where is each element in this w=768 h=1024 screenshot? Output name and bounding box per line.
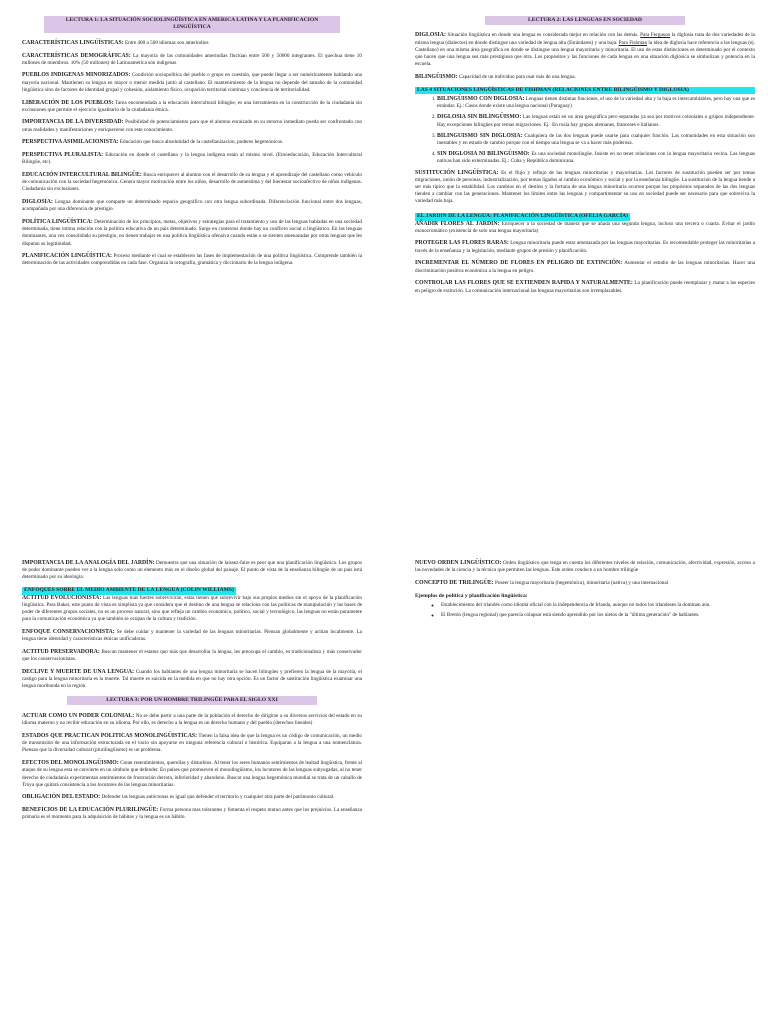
definition-term: PLANIFICACIÓN LINGÜÍSTICA: xyxy=(22,253,112,260)
definition-entry xyxy=(437,114,755,128)
definition-entry xyxy=(415,221,755,235)
williams-entries xyxy=(22,595,362,691)
definition-text: Condición sociopolítica del pueblo o grupo en cuestión, que puede llegar a ser numéricamente hablando una mayoría nacional. Mantienen su lengua en mayor o menor medida junto al castellano. El mantenimiento de la lengua no depende del tamaño de la comunidad lingüística sino de factores de identidad grupal y cohesión, aislamiento físico, ocupación territorial continua y conciencia de territorialidad. xyxy=(22,72,362,93)
definition-term: LIBERACIÓN DE LOS PUEBLOS: xyxy=(22,99,114,106)
definition-term: ACTITUD PRESERVADORA: xyxy=(22,648,100,655)
definition-text: Busca enriquecer al alumno con el desarrollo de su lengua y el aprendizaje del castellano como vehículo de comunicación con la sociedad hegemónica. Genera mayor motivación entre los niños, desarrollo de autoestima y del bienestar socioafectivo de niños indígenas. Ciudadanía sin exclusiones. xyxy=(22,171,362,193)
definition-term: DIGLOSIA: xyxy=(22,199,53,206)
definition-text: La mayoría de las comunidades amerindias fluctúan entre 500 y 50000 integrantes. El quechua tiene 10 millones de miembros. 10% (50 millones) de Latinoamérica son indígenas xyxy=(22,52,362,66)
definition-entry xyxy=(22,139,362,146)
definition-text: Posibilidad de potenciamiento para que el alumno enraizado en su entorno inmediato pueda ser confrontado con otras realidades y manifestaciones y enriquecerse con este conocimiento. xyxy=(22,119,362,133)
definition-term: ACTITUD EVOLUCIONISTA: xyxy=(22,594,102,601)
definition-text: Lengua dominante que comparte un determinado espacio geográfico con otra lengua subordinada. Diferenciación funcional entre dos lenguas, acompañada por una diferencia de prestigio. xyxy=(22,199,362,213)
definition-text: Se debe cuidar y mantener la variedad de las lenguas minoritarias. Piensan globalmente y actúan localmente. La lengua tiene identidad y características étnicas unificadoras. xyxy=(22,628,362,643)
definition-text: Aumentar el estudio de las lenguas minoritarias. Hacer una discriminación positiva económica a la lengua en peligro. xyxy=(415,260,755,274)
definition-entry xyxy=(437,96,755,110)
definition-text: Cuando los hablantes de una lengua minoritaria se hacen bilingües y prefieren la lengua de la mayoría, el castigo para la lengua minoritaria es la muerte. Tal muerte es suicida en la medida en que no hay otra opción. Es un factor de sustitución lingüística examinar una lengua moribunda en la región. xyxy=(22,668,362,690)
column-lectura-2 xyxy=(415,16,755,300)
definition-term: EFECTOS DEL MONOLINGÜISMO: xyxy=(22,760,119,767)
column-lectura-1 xyxy=(22,16,362,273)
definition-entry xyxy=(22,629,362,643)
definition-entry xyxy=(22,794,362,801)
definition-entry xyxy=(22,199,362,213)
definition-text: Entre 400 a 500 idiomas son amerindios xyxy=(123,39,209,46)
definition-text: Forma persona mas tolerantes y fomenta el respeto mutuo antes que los prejuicios. La enseñanza primaria es el momento para la adquisición de hábitos y la lengua es un hábito. xyxy=(22,807,362,821)
lectura-1-entries xyxy=(22,40,362,268)
jardin-entries xyxy=(415,221,755,295)
bilinguismo-entry: BILINGÜISMO: Capacidad de un individuo para usar más de una lengua. xyxy=(415,73,576,80)
definition-entry xyxy=(415,580,755,587)
definition-entry xyxy=(415,260,755,274)
definition-entry xyxy=(22,119,362,133)
definition-text: Determinación de los principios, metas, objetivos y estrategias para el tratamiento y uso de las lenguas habladas en una sociedad determinada, tiene íntima relación con la política educativa de un país determinado. Surge en contextos donde hay un conflicto social o lingüístico. En las lenguas dominantes, una vez consolidado su prestigio, no tienen trabajar en una política lingüística ofensiva cuando están o se sienten amenazadas por otras lenguas que les disputan su legitimidad. xyxy=(22,218,362,247)
definition-entry xyxy=(22,172,362,194)
definition-term: BILINGÜISMO CON DIGLOSIA: xyxy=(437,96,525,103)
definition-term: PERSPECTIVA ASIMILACIONISTA: xyxy=(22,139,119,146)
definition-term: CONTROLAR LAS FLORES QUE SE EXTIENDEN RAPIDA Y NATURALMENTE: xyxy=(415,280,633,287)
example-item: ◦ El Bretón (lengua regional) que parecía colapsar está siendo aprendido por los nietos de la "última generación" de hablantes. xyxy=(441,612,755,619)
examples-list xyxy=(415,602,755,619)
column-4 xyxy=(415,560,755,623)
definition-text: Cualquiera de las dos lenguas puede usarse para cualquier función. Las comunidades en esta situación son inestables y en estado de cambio porque con el tiempo una lengua se va a hacer más poderosa. xyxy=(437,132,755,147)
definition-term: DECLIVE Y MUERTE DE UNA LENGUA: xyxy=(22,668,135,675)
definition-entry xyxy=(22,807,362,821)
column-3 xyxy=(22,560,362,827)
definition-term: IMPORTANCIA DE LA DIVERSIDAD: xyxy=(22,119,124,126)
definition-entry xyxy=(22,649,362,663)
definition-text: Tienen la falsa idea de que la lengua es un código de comunicación, un medio de transmisión de una información estructurada en el vacío sin apoyarse en ninguna referencia cultural o histórica. Equiparan a la lengua a una nomenclatura. Piensan que la diversidad cultural (plurilingüismo) es un problema. xyxy=(22,733,362,754)
definition-entry xyxy=(22,713,362,727)
definition-term: SIN DIGLOSIA NI BILINGÜISMO: xyxy=(437,151,530,158)
definition-term: PERSPECTIVA PLURALISTA: xyxy=(22,152,104,159)
sustitucion-entry: SUSTITUCIÓN LINGÜÍSTICA: Es el flujo y reflujo de las lenguas minoritarias y mayoritarias. Los factores de sustitución pueden ser por temas migraciones, unión de personas, industrialización, por temas ligados al cambio económico y social y por la enseñanza bilingüe. La sustitución de la lengua tiende a ser más típico que la estabilidad. Los cambios en el destino y la fortuna de una lengua minoritaria ocurren porque los propósitos separados de las dos lenguas tienden a cambiar con las generaciones. Mantener los límites entre las lenguas y compartimentar su uso en sociedad puede ser necesario para que sobreviva la variedad más baja. xyxy=(415,169,756,205)
definition-term: OBLIGACIÓN DEL ESTADO: xyxy=(22,794,101,801)
definition-term: CONCEPTO DE TRILINGÜE: xyxy=(415,579,494,586)
definition-text: Orden lingüístico que tenga en cuenta los diferentes niveles de relación, comunicación, afectividad, expresión, acceso a las novedades de la ciencia y la técnica que permiten las lenguas. Este orden conduce a un hombre trilingüe xyxy=(415,560,755,574)
definition-term: PUEBLOS INDIGENAS MINORIZADOS: xyxy=(22,72,131,79)
definition-term: BENEFICIOS DE LA EDUCACIÓN PLURILINGÜE: xyxy=(22,807,159,814)
definition-term: ESTADOS QUE PRACTICAN POLITICAS MONOLINGÜISTICAS: xyxy=(22,733,198,740)
definition-entry xyxy=(22,152,362,166)
definition-term: INCREMENTAR EL NÚMERO DE FLORES EN PELIGRO DE EXTINCIÓN: xyxy=(415,260,623,267)
definition-entry xyxy=(415,240,755,254)
definition-term: CARACTERÍSTICAS DEMOGRÁFICAS: xyxy=(22,52,131,59)
definition-term: NUEVO ORDEN LINGÜÍSTICO: xyxy=(415,560,502,566)
definition-entry xyxy=(415,280,755,294)
definition-text: Defender las lenguas autóctonas es igual que defender el territorio y cualquier otra parte del patrimonio cultural. xyxy=(100,794,335,801)
fishman-list xyxy=(415,96,755,166)
definition-text: Enriquecer a la sociedad de manera que se añada una segunda lengua, incluso una tercera o cuarta. Evitar el jardín monocromático (existencia de solo una lengua mayoritaria) xyxy=(415,220,755,234)
definition-entry xyxy=(22,669,362,691)
definition-text: Educación que busca absolutidad de la castellanización, poderes hegemónicos. xyxy=(118,139,284,146)
lectura-2-title: LECTURA 2: LAS LENGUAS EN SOCIEDAD xyxy=(485,16,685,25)
definition-term: BILINGUISMO SIN DIGLOSIA: xyxy=(437,132,523,139)
definition-text: Es una sociedad monolingüe. Insiste en no tener relaciones con la lengua mayoritaria vecina. Las lenguas nativas han sido exterminadas. Ej.: Cuba y República dominicana. xyxy=(437,151,755,165)
jardin-heading: EL JARDIN DE LA LENGUA: PLANIFICACIÓN LINGÜÍSTICA (OFELIA GARCÍA) xyxy=(417,213,629,220)
fishman-heading: LAS 4 SITUACIONES LINGÜÍSTICAS DE FISHMAN (RELACIONES ENTRE BILINGÜISMO Y DIGLOSIA) xyxy=(415,87,755,94)
definition-entry xyxy=(415,560,755,574)
definition-term: PROTEGER LAS FLORES RARAS: xyxy=(415,240,509,247)
definition-entry xyxy=(22,733,362,755)
definition-text: Las lenguas más fuertes sobrevivirán, estas tienen que sobrevivir bajo sus propios medios sin el apoyo de la planificación lingüística. Para Baker, este punto de vista es simplista ya que considera que el destino de una lengua se relaciona con las políticas de manipulación y las bases de poder de diferentes grupos sociales, no es un proceso natural, sino que refleja un cambio económico, político, social y tecnológico, las lenguas no están puramente para la comunicación económica ya que también se ocupan de la cultura y tradición. xyxy=(22,594,362,623)
definition-entry xyxy=(437,133,755,147)
definition-entry xyxy=(22,595,362,624)
definition-term: EDUCACIÓN INTERCULTURAL BILINGÜE: xyxy=(22,171,142,178)
lectura-1-title: LECTURA 1: LA SITUACIÓN SOCIOLINGÜÍSTICA EN AMERICA LATINA Y LA PLANIFICACION LINGÜÍSTICA xyxy=(44,16,340,33)
definition-entry xyxy=(22,40,362,47)
ferguson-link: Para Ferguson xyxy=(640,32,671,39)
definition-entry xyxy=(22,219,362,248)
definition-text: Educación en donde el castellano y la lengua indígena están al mismo nivel. (Etnoeducación, Educación Intercultural Bilingüe, etc). xyxy=(22,152,362,166)
definition-text: Lengua minoritaria puede estar amenazada por las lenguas mayoritarias. Es recomendable proteger las minoritarias a través de la enseñanza y la legislación, mediante grupos de presión y planificación. xyxy=(415,240,756,254)
definition-text: Buscan mantener el estatus quo más que desarrollar la lengua, les preocupa el cambio, es tradicionalista y más conservador que los conservacionistas. xyxy=(22,648,362,662)
examples-heading: Ejemplos de política y planificación lingüística: xyxy=(415,592,528,599)
definition-text: Las lenguas están en un área geográfica pero separadas ya sea por motivos coloniales o grupos independiente. Hay excepciones bilingües por temas migraciones. Ej.: En rusia hay grupos alemanes, franceses e italianos. xyxy=(437,114,755,128)
trilingue-entries xyxy=(415,560,755,587)
definition-text: Tarea encomendada a la educación intercultural bilingüe, es una herramienta en la construcción de la ciudadanía sin exclusiones que permite el ejercicio igualitario de la ciudadanía étnica. xyxy=(22,99,362,113)
definition-term: AÑADIR FLORES AL JARDIN: xyxy=(415,220,500,227)
definition-text: Lenguas tienen distintas funciones, el uso de la variedad alta y la baja es intercambiables, pero hay una que es estándar. Ej.: Casos donde existe una lengua nacional (Paraguay) xyxy=(437,96,755,110)
lectura-3-title: LECTURA 3: POR UN HOMBRE TRILINGÜE PARA EL SIGLO XXI xyxy=(67,696,317,705)
definition-term: CARACTERÍSTICAS LINGÜÍSTICAS: xyxy=(22,39,124,46)
analogia-entry: IMPORTANCIA DE LA ANALOGÍA DEL JARDÍN: Demuestra que una situación de laissez-faire es peor que una planificación lingüística. Los grupos de poder dominante pueden ver a la lengua solo como un elemento más en el diseño global del paisaje. El punto de vista de la enseñanza bilingüe de un país está determinado por su ideología. xyxy=(22,560,362,581)
definition-entry xyxy=(22,100,362,114)
definition-entry xyxy=(22,53,362,67)
definition-entry xyxy=(22,760,362,789)
definition-entry xyxy=(437,151,755,165)
definition-text: La planificación puede reemplazar y matar a las especies en peligro de extinción. La comunicación internacional las lenguas mayoritarias son irremplazables. xyxy=(415,280,755,294)
definition-text: Proceso mediante el cual se establecen las fases de implementación de una política lingüística. Comprende también la determinación de las actividades comprendidas en cada fase. Organiza la ortografía, gramática y diccionario de la lengua indígena. xyxy=(22,253,363,267)
williams-heading: ENFOQUES SOBRE EL MEDIO AMBIENTE DE LA LENGUA (COLIN WILLIAMS) xyxy=(24,587,234,594)
fishman-link: Para Fishman xyxy=(618,39,648,46)
example-item: ◦ Establecimiento del irlandés como idioma oficial con la independencia de Irlanda, aunque no todos los irlandeses la dominan aún. xyxy=(441,602,755,609)
lectura-3-entries xyxy=(22,713,362,821)
definition-term: POLÍTICA LINGÜÍSTICA: xyxy=(22,218,93,225)
definition-term: ACTUAR COMO UN PODER COLONIAL: xyxy=(22,713,135,720)
definition-term: ENFOQUE CONSERVACIONISTA: xyxy=(22,628,115,635)
definition-term: DIGLOSIA SIN BILINGÜISMO: xyxy=(437,114,522,121)
definition-text: Poseer la lengua mayoritaria (hegemónica), minoritaria (nativa) y una internacional xyxy=(493,579,669,586)
definition-text: No se debe partir a una parte de la población el derecho de dirigirse a su diversos servicios del estado en su idioma materno y no recibir educación en su idioma. Por ello, es derecho a la lengua es un derecho humano y del pueblo (derechos lineales) xyxy=(22,713,362,727)
diglosia-entry: DIGLOSIA: Situación lingüística en donde una lengua es considerada mejor en relación con las demás. Para Ferguson la diglosia trata de dos variedades de la misma lengua (dialectos) en donde distingue una variedad de lengua alta (Estándares) y una baja. Para Fishman la idea de diglosia hace referencia a las lenguas (ej. Castellano) en una misma área geográfica en donde se distingue una lengua mayoritaria y minoritaria. El uso de estas distinciones es determinado por el contexto que hacen que una lengua sea más prestigiosa que otra. Los propósitos y las funciones de cada lengua en una situación diglósica se simbolizan y potencia en la escuela. xyxy=(415,32,755,68)
definition-text: Crean resentimientos, querellas y disturbios. Al tener los seres humanos sentimientos de lealtad lingüística, frente al ataque de su lengua esta se convierte en un símbolo que defender. En países que promueven el monolingüismo, los locutores de las lenguas subyugadas, al no tener derecho de ciudadanía experimentan sentimientos de frustración derrota, inferioridad y abandono. Buscar una lengua hegemónica mundial se trata de un caballo de Troya que quitará consistencia a los locutores de las lenguas minoritarias. xyxy=(22,760,362,788)
definition-entry xyxy=(22,253,362,267)
definition-entry xyxy=(22,72,362,94)
